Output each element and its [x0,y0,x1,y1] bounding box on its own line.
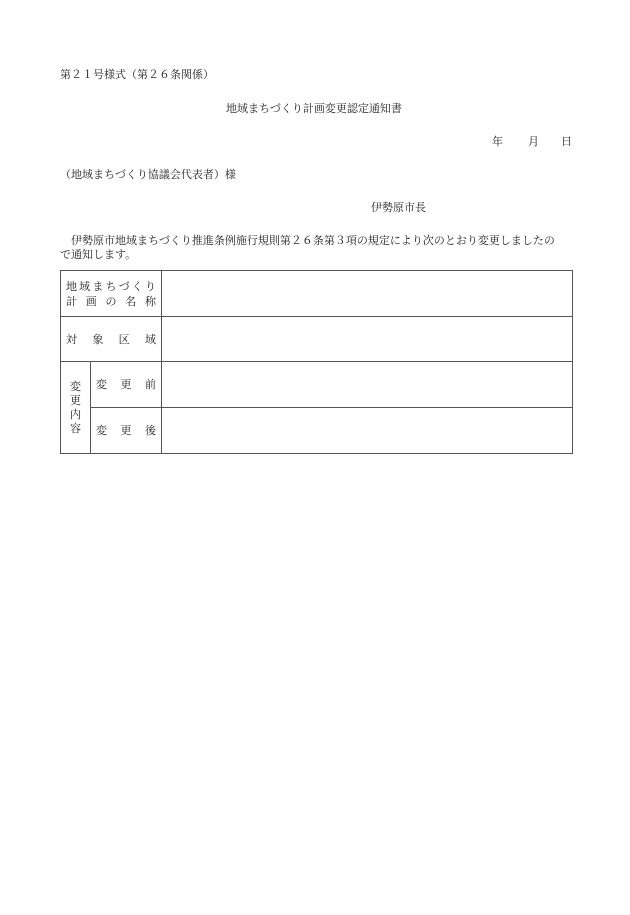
after-value[interactable] [162,408,573,454]
label-char: 更 [120,378,132,391]
plan-name-value[interactable] [162,271,573,317]
after-label [91,408,162,454]
before-label [91,362,162,408]
label-char: 更 [70,393,81,407]
plan-name-label [61,271,162,317]
label-char: の [105,294,117,308]
sender: 伊勢原市長 [371,201,426,214]
document-title: 地域まちづくり計画変更認定通知書 [226,102,402,115]
form-number: 第２１号様式（第２６条関係） [60,68,214,81]
body-text-line1: 伊勢原市地域まちづくり推進条例施行規則第２６条第３項の規定により次のとおり変更しましたの [60,234,555,247]
date-month: 月 [528,135,539,148]
label-char: 前 [145,378,156,391]
target-area-label [61,317,162,362]
label-char: 変 [96,378,107,391]
label-char: 画 [85,294,97,308]
label-char: 名 [125,294,137,308]
label-char: 変 [96,424,107,437]
addressee: （地域まちづくり協議会代表者）様 [60,168,236,181]
label-char: 後 [145,424,156,437]
label-char: 区 [118,332,130,346]
date-day: 日 [561,135,572,148]
label-char: 象 [92,332,104,346]
before-value[interactable] [162,362,573,408]
date-year: 年 [492,135,503,148]
label-char: 容 [70,421,81,435]
label-char: 域 [79,279,91,293]
label-char: 域 [144,332,156,346]
target-area-value[interactable] [162,317,573,362]
notification-table [60,270,573,454]
label-char: ち [105,279,117,293]
label-char: く [131,279,143,293]
change-content-label [61,362,91,454]
label-char: 地 [66,279,77,293]
label-char: り [144,279,156,293]
label-char: 変 [70,379,81,393]
label-char: 内 [70,407,81,421]
label-char: づ [118,279,130,293]
label-char: ま [92,279,104,293]
body-text-line2: で通知します。 [60,248,137,261]
label-char: 称 [145,294,156,308]
label-char: 更 [120,424,132,437]
label-char: 対 [66,332,77,346]
label-char: 計 [66,294,77,308]
